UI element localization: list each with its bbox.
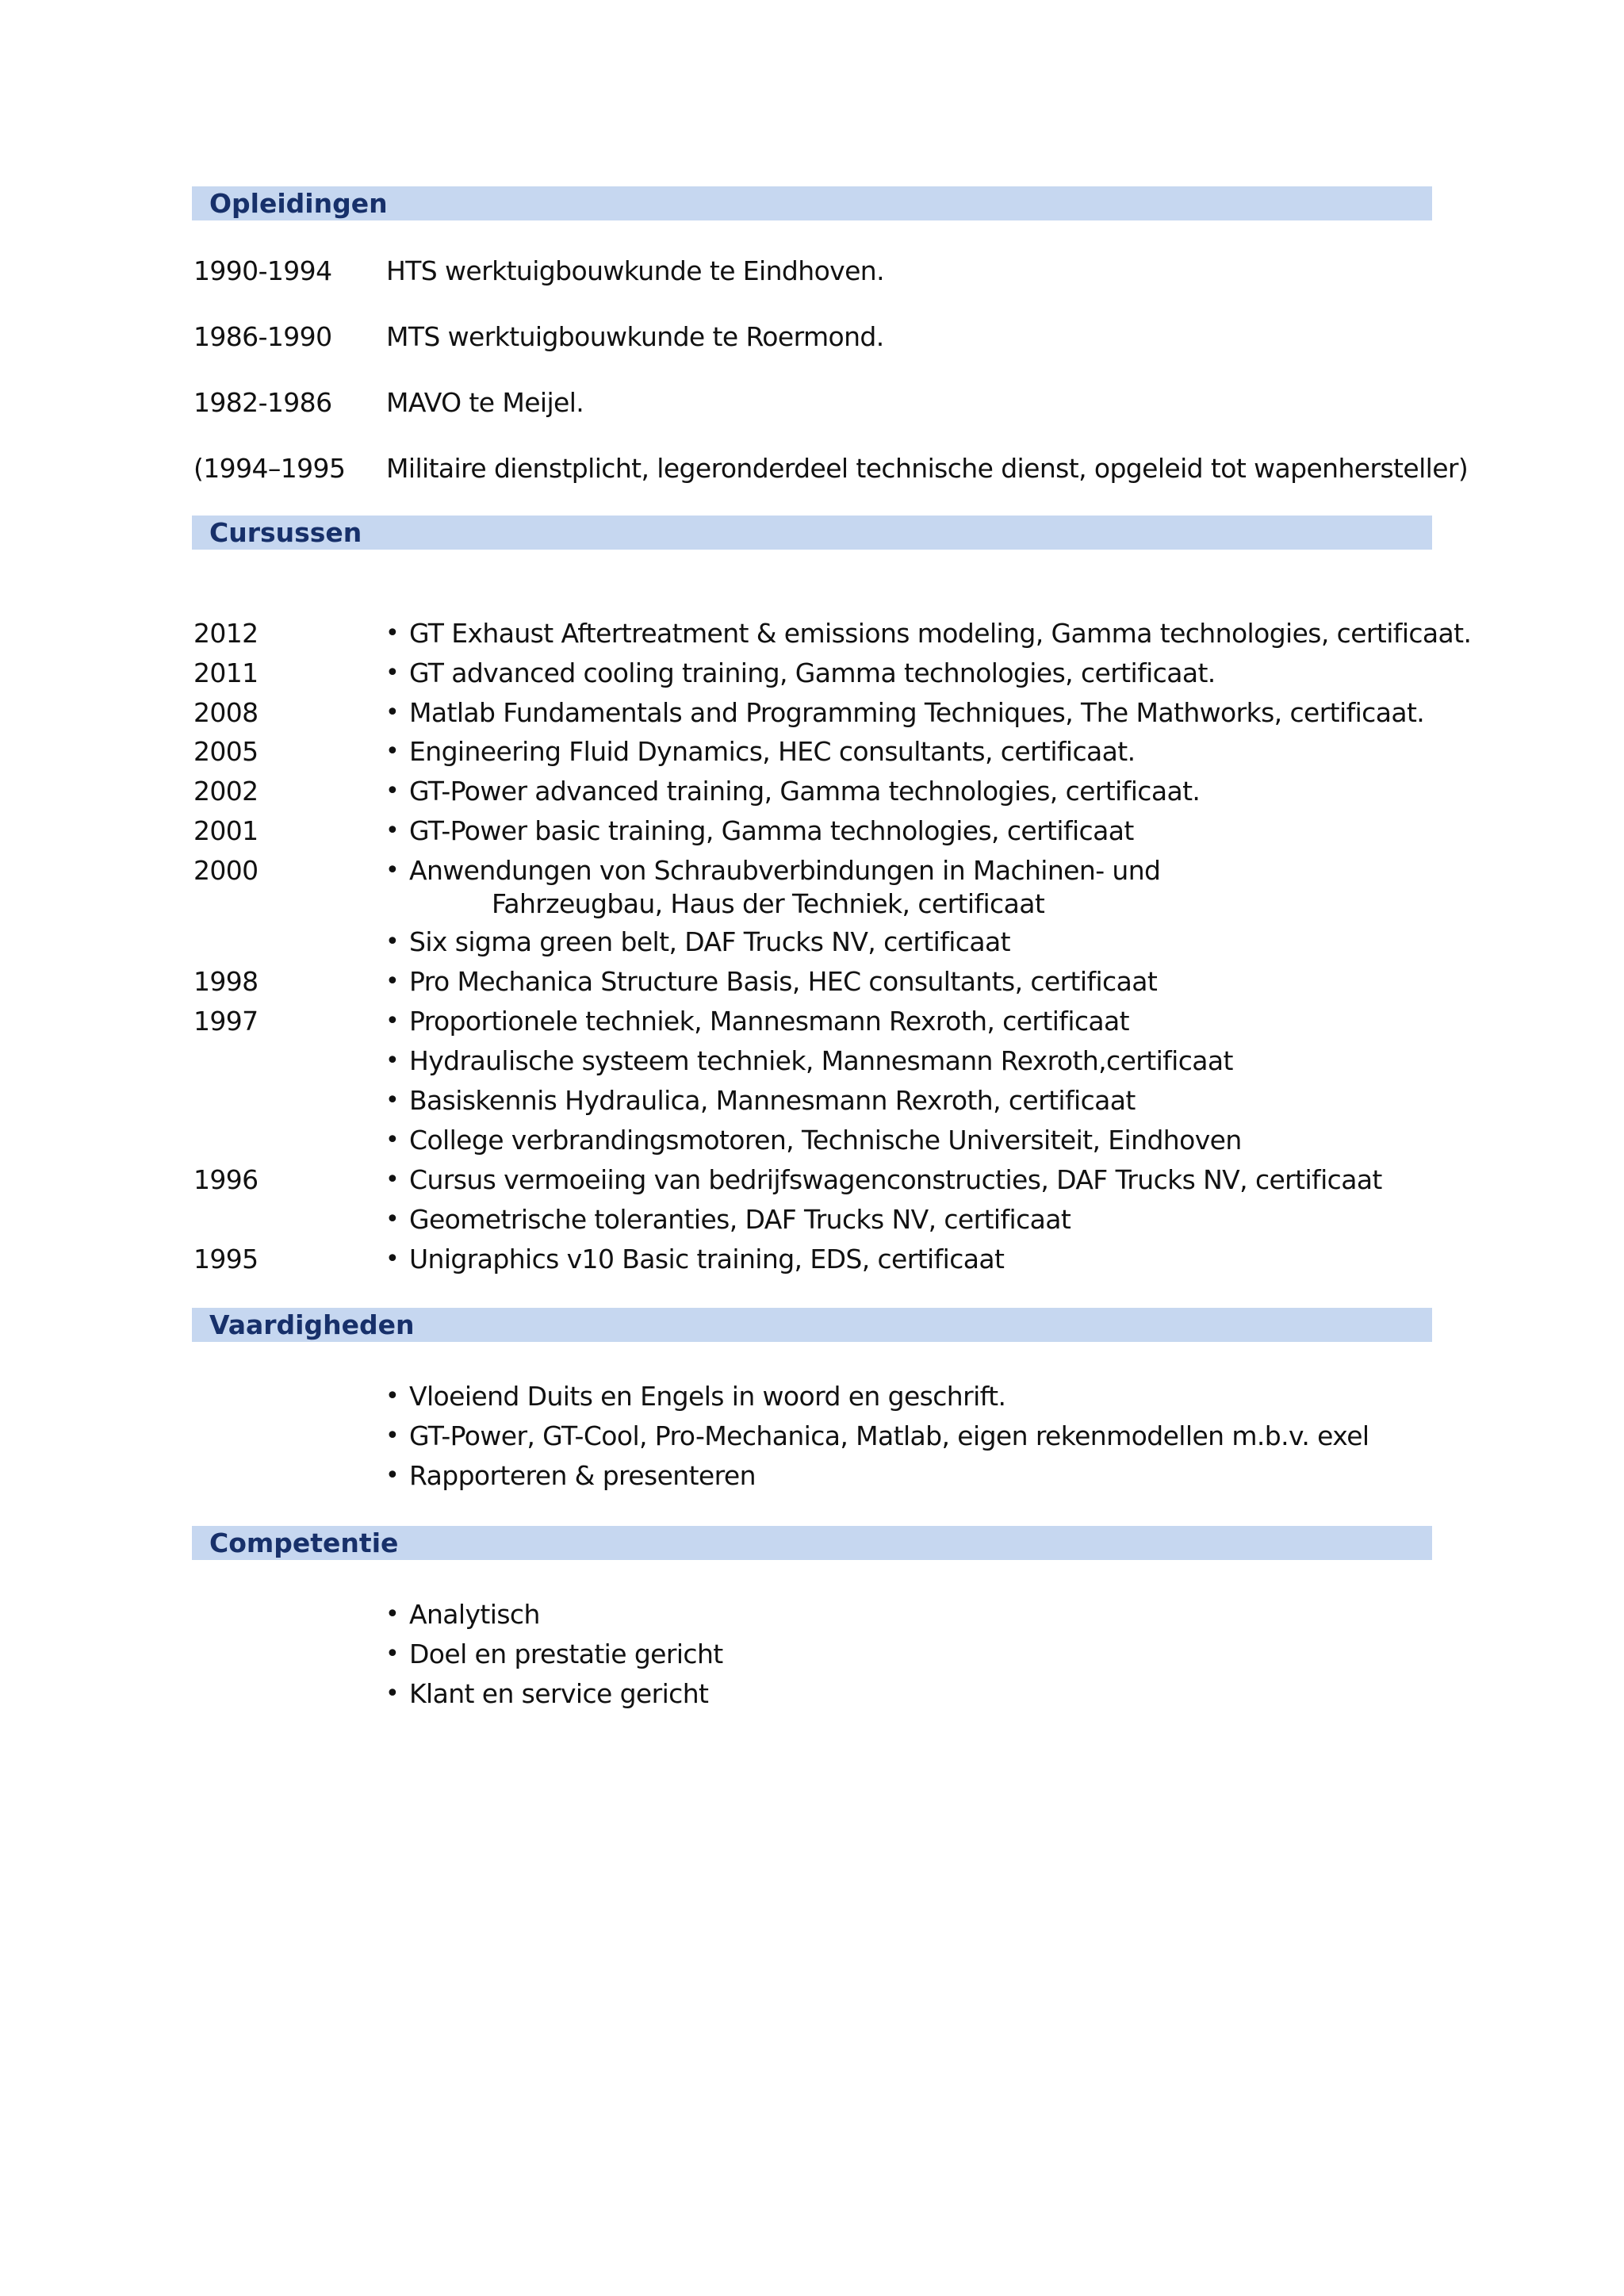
course-item: GT-Power basic training, Gamma technologies, certificaat xyxy=(409,815,1134,846)
bullet-icon: • xyxy=(385,659,400,687)
course-year: 1997 xyxy=(193,1006,259,1037)
course-item: Pro Mechanica Structure Basis, HEC consultants, certificaat xyxy=(409,966,1158,997)
bullet-icon: • xyxy=(385,857,400,884)
education-description: MAVO te Meijel. xyxy=(386,387,584,418)
course-item: GT-Power advanced training, Gamma technologies, certificaat. xyxy=(409,776,1201,807)
course-year: 2002 xyxy=(193,776,259,807)
bullet-icon: • xyxy=(385,817,400,845)
section-title-competentie: Competentie xyxy=(209,1527,399,1558)
section-title-cursussen: Cursussen xyxy=(209,517,362,548)
bullet-icon: • xyxy=(385,1382,400,1410)
course-year: 2011 xyxy=(193,657,259,688)
bullet-icon: • xyxy=(385,1422,400,1450)
course-item: Six sigma green belt, DAF Trucks NV, certificaat xyxy=(409,926,1010,957)
course-year: 2000 xyxy=(193,855,259,886)
course-year: 1998 xyxy=(193,966,259,997)
bullet-icon: • xyxy=(385,1047,400,1075)
competence-item: Klant en service gericht xyxy=(409,1678,709,1709)
skill-item: GT-Power, GT-Cool, Pro-Mechanica, Matlab, eigen rekenmodellen m.b.v. exel xyxy=(409,1420,1369,1451)
bullet-icon: • xyxy=(385,1007,400,1035)
course-item: Unigraphics v10 Basic training, EDS, certificaat xyxy=(409,1244,1005,1274)
course-year: 2005 xyxy=(193,736,259,767)
course-item: Engineering Fluid Dynamics, HEC consultants, certificaat. xyxy=(409,736,1136,767)
course-item: Geometrische toleranties, DAF Trucks NV, certificaat xyxy=(409,1204,1071,1235)
skill-item: Vloeiend Duits en Engels in woord en geschrift. xyxy=(409,1381,1006,1412)
course-item: Cursus vermoeiing van bedrijfswagenconstructies, DAF Trucks NV, certificaat xyxy=(409,1164,1382,1195)
section-title-opleidingen: Opleidingen xyxy=(209,188,388,219)
bullet-icon: • xyxy=(385,928,400,956)
bullet-icon: • xyxy=(385,1166,400,1194)
bullet-icon: • xyxy=(385,1462,400,1489)
course-item: Matlab Fundamentals and Programming Techniques, The Mathworks, certificaat. xyxy=(409,697,1425,728)
course-item: Hydraulische systeem techniek, Mannesmann Rexroth,certificaat xyxy=(409,1045,1233,1076)
bullet-icon: • xyxy=(385,777,400,805)
bullet-icon: • xyxy=(385,968,400,995)
section-header-competentie xyxy=(192,1526,1432,1560)
course-item: Proportionele techniek, Mannesmann Rexroth, certificaat xyxy=(409,1006,1130,1037)
section-header-vaardigheden xyxy=(192,1308,1432,1342)
course-year: 1995 xyxy=(193,1244,259,1274)
course-item: Anwendungen von Schraubverbindungen in Machinen- und xyxy=(409,855,1161,886)
education-description: MTS werktuigbouwkunde te Roermond. xyxy=(386,321,884,352)
section-header-opleidingen xyxy=(192,186,1432,220)
section-header-cursussen xyxy=(192,516,1432,550)
competence-item: Doel en prestatie gericht xyxy=(409,1639,723,1669)
course-year: 2012 xyxy=(193,618,259,649)
bullet-icon: • xyxy=(385,1245,400,1273)
bullet-icon: • xyxy=(385,619,400,647)
course-item: College verbrandingsmotoren, Technische Universiteit, Eindhoven xyxy=(409,1125,1242,1156)
education-period: (1994–1995 xyxy=(193,453,346,484)
bullet-icon: • xyxy=(385,738,400,765)
education-description: Militaire dienstplicht, legeronderdeel technische dienst, opgeleid tot wapenhersteller) xyxy=(386,453,1469,484)
education-period: 1986-1990 xyxy=(193,321,332,352)
course-item: GT Exhaust Aftertreatment & emissions modeling, Gamma technologies, certificaat. xyxy=(409,618,1472,649)
education-period: 1982-1986 xyxy=(193,387,332,418)
section-title-vaardigheden: Vaardigheden xyxy=(209,1309,415,1340)
course-year: 2001 xyxy=(193,815,259,846)
education-description: HTS werktuigbouwkunde te Eindhoven. xyxy=(386,255,885,286)
competence-item: Analytisch xyxy=(409,1599,540,1630)
course-item: Basiskennis Hydraulica, Mannesmann Rexroth, certificaat xyxy=(409,1085,1136,1116)
course-year: 2008 xyxy=(193,697,259,728)
course-item: GT advanced cooling training, Gamma technologies, certificaat. xyxy=(409,657,1216,688)
course-item-continuation: Fahrzeugbau, Haus der Techniek, certificaat xyxy=(492,888,1045,919)
bullet-icon: • xyxy=(385,1680,400,1708)
course-year: 1996 xyxy=(193,1164,259,1195)
bullet-icon: • xyxy=(385,1126,400,1154)
education-period: 1990-1994 xyxy=(193,255,332,286)
bullet-icon: • xyxy=(385,1600,400,1628)
bullet-icon: • xyxy=(385,1205,400,1233)
bullet-icon: • xyxy=(385,1087,400,1114)
bullet-icon: • xyxy=(385,699,400,726)
skill-item: Rapporteren & presenteren xyxy=(409,1460,756,1491)
bullet-icon: • xyxy=(385,1640,400,1668)
